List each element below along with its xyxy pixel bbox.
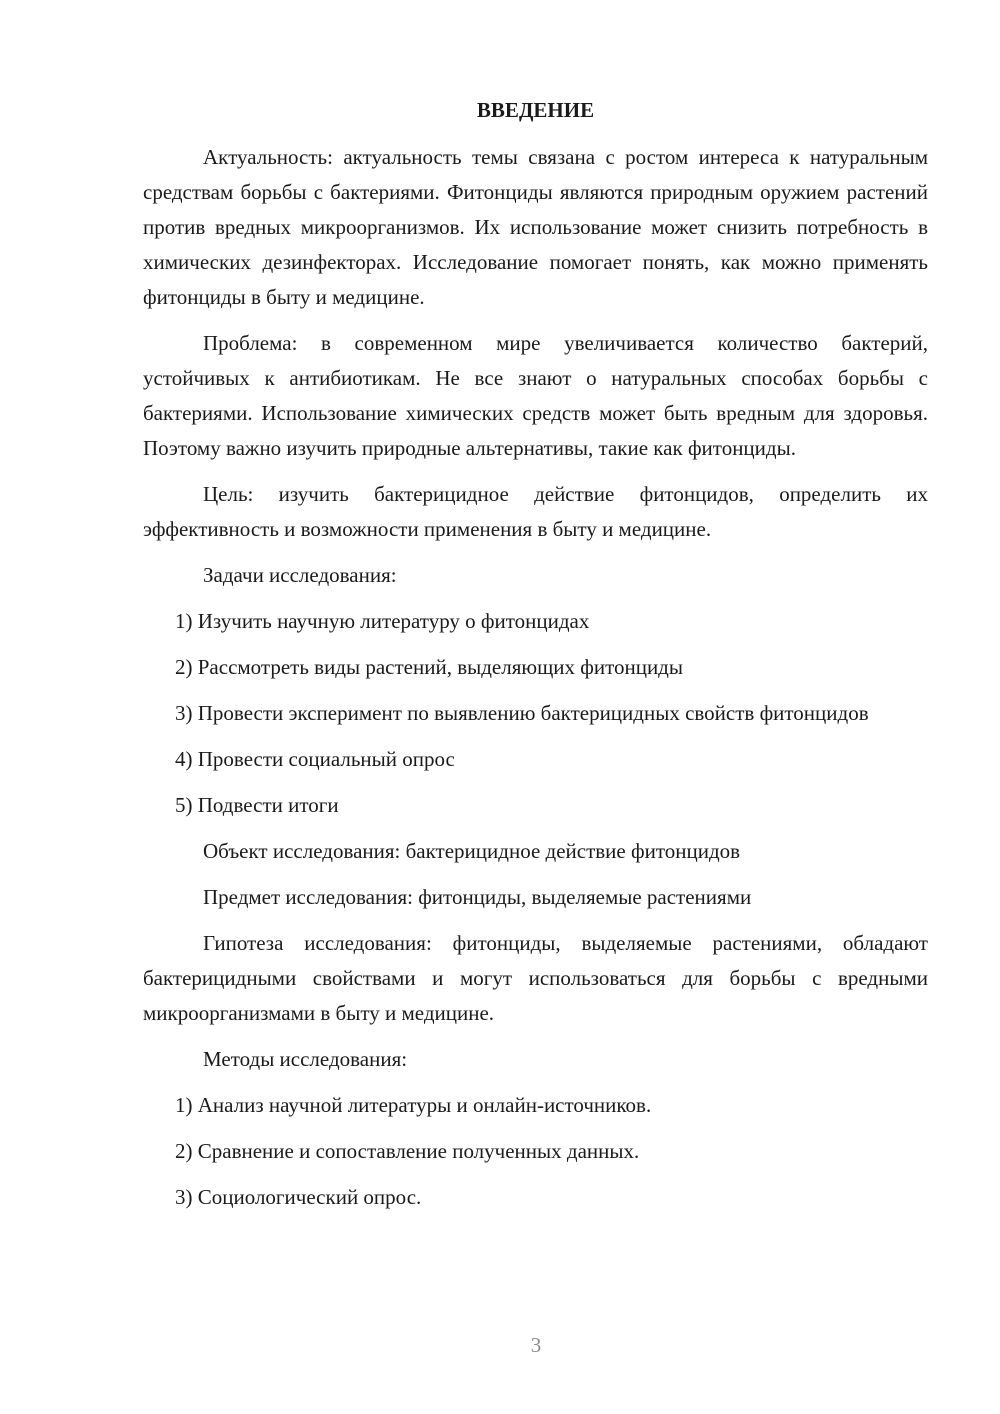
page-number: 3	[530, 1333, 542, 1357]
tasks-heading: Задачи исследования:	[203, 563, 397, 587]
goal-paragraph: Цель: изучить бактерицидное действие фитонцидов, определить их эффективность и возможности применения в быту и медицине.	[143, 482, 928, 541]
problem-paragraph: Проблема: в современном мире увеличивается количество бактерий, устойчивых к антибиотикам. Не все знают о натуральных способах борьбы с бактериями. Использование химических средств может быть вредным для здоровья. Поэтому важно изучить природные альтернативы, такие как фитонциды.	[143, 331, 928, 460]
task-item: 3) Провести эксперимент по выявлению бактерицидных свойств фитонцидов	[175, 701, 869, 725]
methods-heading: Методы исследования:	[203, 1047, 408, 1071]
section-title: ВВЕДЕНИЕ	[476, 98, 595, 122]
object-line: Объект исследования: бактерицидное действие фитонцидов	[203, 839, 741, 863]
method-item: 2) Сравнение и сопоставление полученных данных.	[175, 1139, 640, 1163]
task-item: 2) Рассмотреть виды растений, выделяющих фитонциды	[175, 655, 683, 679]
method-item: 1) Анализ научной литературы и онлайн-источников.	[175, 1093, 652, 1117]
document-page	[143, 95, 928, 1226]
task-item: 5) Подвести итоги	[175, 793, 339, 817]
task-item: 1) Изучить научную литературу о фитонцидах	[175, 609, 590, 633]
relevance-paragraph: Актуальность: актуальность темы связана с ростом интереса к натуральным средствам борьбы с бактериями. Фитонциды являются природным оружием растений против вредных микроорганизмов. Их использование может снизить потребность в химических дезинфекторах. Исследование помогает понять, как можно применять фитонциды в быту и медицине.	[143, 145, 928, 309]
subject-line: Предмет исследования: фитонциды, выделяемые растениями	[203, 885, 752, 909]
method-item: 3) Социологический опрос.	[175, 1185, 422, 1209]
hypothesis-paragraph: Гипотеза исследования: фитонциды, выделяемые растениями, обладают бактерицидными свойствами и могут использоваться для борьбы с вредными микроорганизмами в быту и медицине.	[143, 931, 928, 1025]
task-item: 4) Провести социальный опрос	[175, 747, 455, 771]
